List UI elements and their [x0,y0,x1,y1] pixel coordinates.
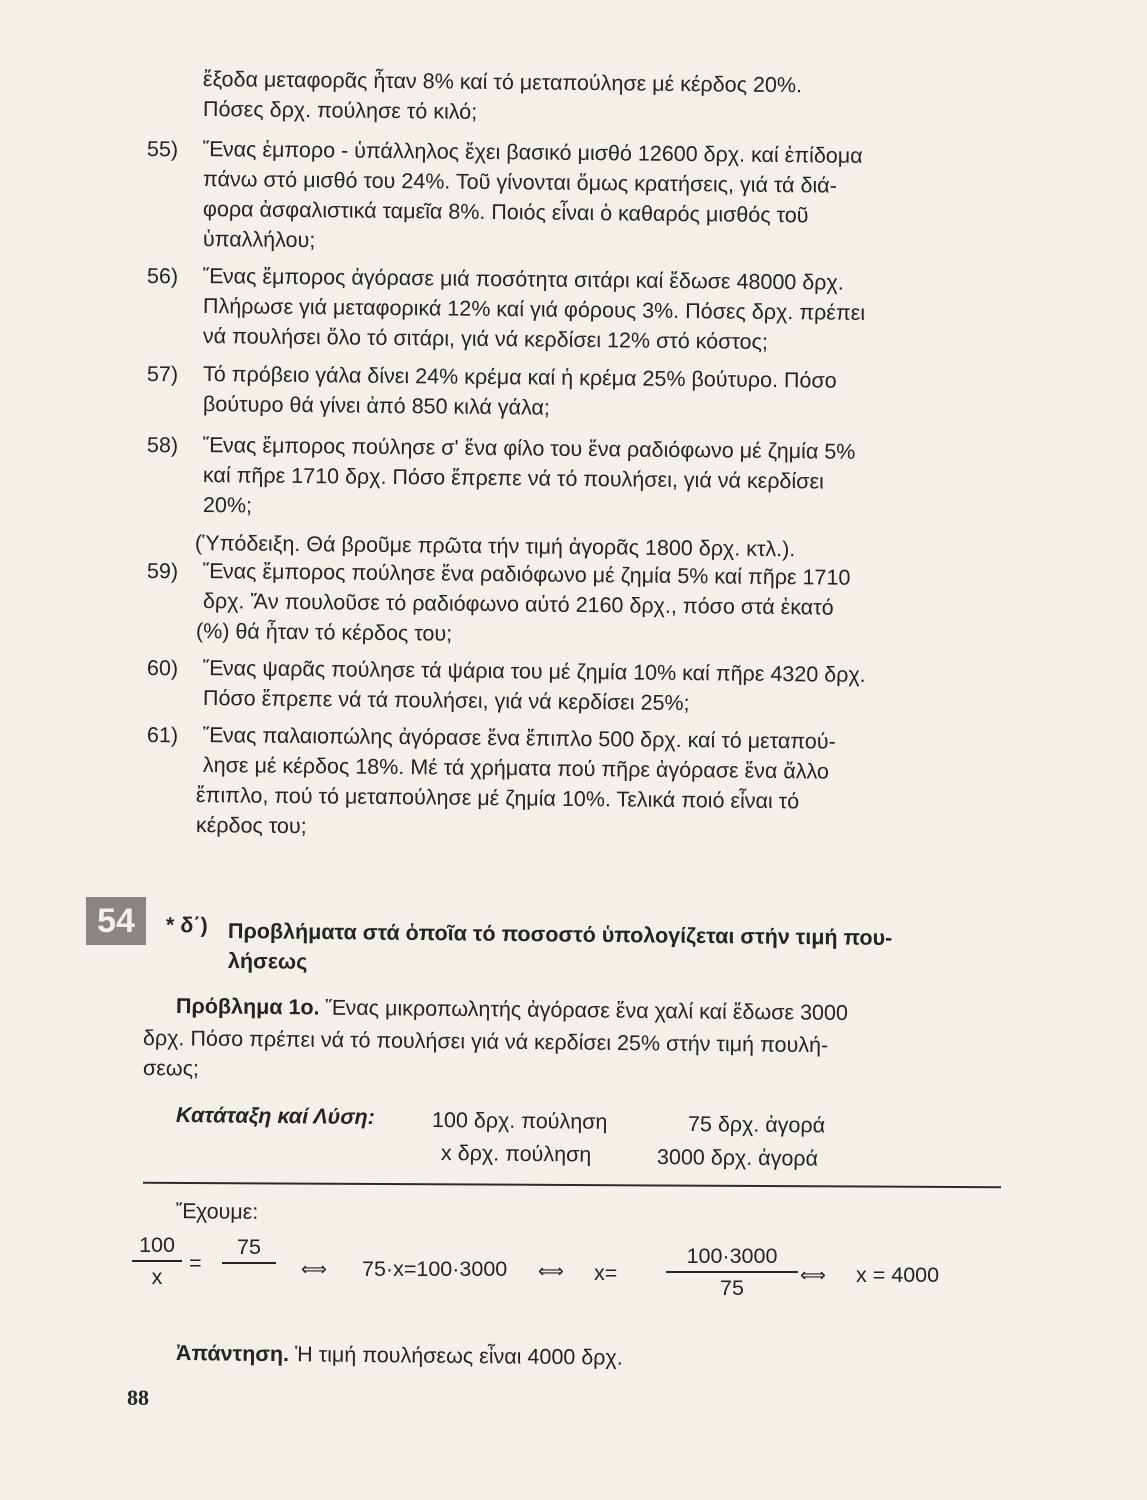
solution-x-equals: x= [594,1261,618,1285]
problem-line: Ἕνας ἔμπορος πούλησε σ' ἕνα φίλο του ἕνα ραδιόφωνο μέ ζημία 5% [202,433,856,464]
solution-step-1: 75·x=100·3000 [362,1257,508,1281]
fraction-100x3000-over-75 [666,1243,798,1301]
problem-number: 59) [146,559,179,584]
problem-line: Ἕνας ἔμπορος ἀγόρασε μιά ποσότητα σιτάρι καί ἔδωσε 48000 δρχ. [202,264,844,295]
problem1-first-line [176,993,848,1026]
classification-row1-sale: 100 δρχ. πούληση [431,1108,608,1134]
problem-line: βούτυρο θά γίνει ἀπό 850 κιλά γάλα; [202,392,550,420]
fraction-numerator: 100 [139,1233,175,1257]
problem1-text: Ἕνας μικροπωλητής ἀγόρασε ἕνα χαλί καί ἔδωσε 3000 [325,995,848,1026]
problem1-line-3: σεως; [142,1056,200,1081]
problem-line: Τό πρόβειο γάλα δίνει 24% κρέμα καί ἡ κρέμα 25% βούτυρο. Πόσο [202,362,837,393]
fraction-bar [666,1271,798,1273]
fraction-bar [132,1260,182,1262]
answer-label: Ἀπάντηση. [175,1341,290,1367]
classification-row2-sale: x δρχ. πούληση [440,1141,592,1167]
answer-text: Ἡ τιμή πουλήσεως εἶναι 4000 δρχ. [294,1342,623,1370]
problem-line: κέρδος του; [195,813,307,839]
problem-line: φορα ἀσφαλιστικά ταμεῖα 8%. Ποιός εἶναι ὁ καθαρός μισθός τοῦ [202,197,809,228]
problem1-line-2: δρχ. Πόσο πρέπει νά τό πουλήσει γιά νά κερδίσει 25% στήν τιμή πουλή- [142,1026,829,1058]
problem-number: 60) [146,656,179,681]
problem-line: 20%; [202,493,253,518]
fraction-numerator: 75 [237,1235,261,1259]
problem-line: Ἕνας παλαιοπώλης ἀγόρασε ἕνα ἔπιπλο 500 δρχ. καί τό μεταπού- [202,723,836,754]
problem-line: (%) θά ἦταν τό κέρδος του; [195,619,453,646]
problem-line: Ἕνας ψαρᾶς πούλησε τά ψάρια του μέ ζημία 10% καί πῆρε 4320 δρχ. [202,656,866,687]
problem-line: ὑπαλλήλου; [202,227,316,253]
fraction-denominator: 75 [720,1275,744,1300]
intro-line-2: Πόσες δρχ. πούλησε τό κιλό; [202,97,478,124]
problem-line: πάνω στό μισθό του 24%. Τοῦ γίνονται ὅμως κρατήσεις, γιά τά διά- [202,167,837,198]
solution-result: x = 4000 [856,1263,940,1287]
problem-line: Πλήρωσε γιά μεταφορικά 12% καί γιά φόρους 3%. Πόσες δρχ. πρέπει [202,294,866,325]
problem-number: 61) [146,723,179,748]
problem1-label: Πρόβλημα 1ο. [175,994,320,1020]
problem-number: 56) [146,264,179,289]
fraction-denominator: x [151,1264,163,1289]
classification-row2-buy: 3000 δρχ. ἀγορά [656,1145,819,1171]
horizontal-divider [143,1182,1001,1188]
section-number-badge: 54 [86,897,146,945]
problem-line: δρχ. Ἄν πουλοῦσε τό ραδιόφωνο αὐτό 2160 δρχ., πόσο στά ἑκατό [202,589,834,620]
problem-number: 57) [146,362,179,387]
problem-line: λησε μέ κέρδος 18%. Μέ τά χρήματα πού πῆρε ἀγόρασε ἕνα ἄλλο [202,753,830,784]
section-title-line-2: λήσεως [227,949,308,974]
problem-line: Ἕνας ἔμπορος πούλησε ἕνα ραδιόφωνο μέ ζημία 5% καί πῆρε 1710 [202,559,851,590]
problem-line: καί πῆρε 1710 δρχ. Πόσο ἔπρεπε νά τό πουλήσει, γιά νά κερδίσει [202,463,825,494]
intro-line-1: ἔξοδα μεταφορᾶς ἦταν 8% καί τό μεταπούλησε μέ κέρδος 20%. [202,67,803,98]
problem-number: 55) [146,137,179,162]
answer-line [176,1340,623,1371]
page-number: 88 [127,1385,149,1410]
problem-line: Πόσο ἔπρεπε νά τά πουλήσει, γιά νά κερδίσει 25%; [202,686,690,716]
problem-line: Ἕνας ἐμπορο - ὑπάλληλος ἔχει βασικό μισθό 12600 δρχ. καί ἐπίδομα [202,137,863,168]
classification-label: Κατάταξη καί Λύση: [175,1103,376,1130]
problem-number: 58) [146,433,179,458]
section-marker: * δ΄) [165,913,208,938]
equivalence-arrow-icon: ⟺ [800,1265,826,1285]
solution-have-label: Ἔχουμε: [175,1199,259,1224]
problem-line: ἔπιπλο, πού τό μεταπούλησε μέ ζημία 10%. Τελικά ποιό εἶναι τό [195,783,800,814]
equivalence-arrow-icon: ⟺ [538,1261,564,1281]
fraction-75 [222,1234,276,1266]
fraction-100-over-x [132,1232,182,1290]
fraction-bar [222,1262,276,1264]
problem-line: νά πουλήσει ὅλο τό σιτάρι, γιά νά κερδίσει 12% στό κόστος; [202,324,769,354]
classification-row1-buy: 75 δρχ. ἀγορά [687,1112,826,1138]
problem-line: (Ὑπόδειξη. Θά βροῦμε πρῶτα τήν τιμή ἀγορᾶς 1800 δρχ. κτλ.). [194,531,796,562]
equivalence-arrow-icon: ⟺ [301,1259,327,1279]
section-title-line-1: Προβλήματα στά ὁποῖα τό ποσοστό ὑπολογίζεται στήν τιμή που- [227,919,893,950]
equals-sign: = [189,1251,202,1275]
fraction-numerator: 100·3000 [686,1244,778,1268]
